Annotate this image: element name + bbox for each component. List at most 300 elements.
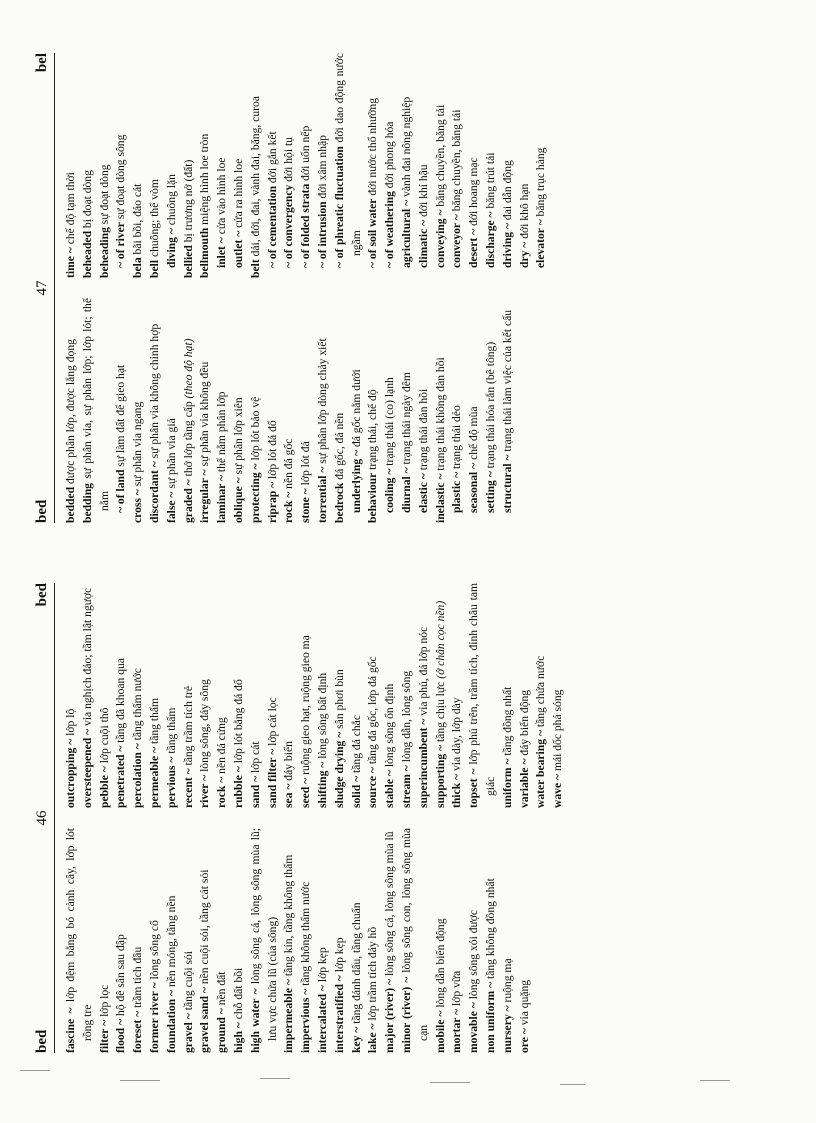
dictionary-entry <box>265 298 282 523</box>
dictionary-entry <box>265 583 282 808</box>
dictionary-entry <box>113 828 130 1053</box>
entry-headword: intercalated ~ <box>315 985 329 1053</box>
page-number: 47 <box>34 280 50 296</box>
entry-definition: tầng đá chắc <box>349 715 363 776</box>
dictionary-entry <box>500 298 517 523</box>
dictionary-entry <box>130 53 147 278</box>
entry-definition: vỉa phủ, đá lớp nóc <box>416 626 430 719</box>
entry-definition: trạng thái làm việc của kết cấu <box>500 309 514 455</box>
entry-headword: outcropping ~ <box>64 738 77 808</box>
entry-headword: time ~ <box>64 247 77 278</box>
column-2 <box>63 583 567 808</box>
entry-headword: foreset ~ <box>131 1010 145 1053</box>
dictionary-entry <box>63 828 97 1053</box>
dictionary-entry <box>517 828 534 1053</box>
entry-definition: trạng thái, chế độ <box>366 389 380 473</box>
entry-headword: ore ~ <box>517 1028 531 1053</box>
dictionary-entry <box>466 298 483 523</box>
entry-definition: lớp lót bảo vệ <box>248 396 262 464</box>
dictionary-entry <box>449 53 466 278</box>
entry-headword: ~ of river <box>114 222 128 268</box>
entry-definition: miệng hình loe tròn <box>198 133 212 228</box>
dictionary-entry <box>382 298 399 523</box>
entry-headword: cross ~ <box>131 489 145 523</box>
entry-definition: sự phân lớp dòng chảy xiết <box>315 338 329 467</box>
dictionary-entry <box>466 583 500 808</box>
entry-headword: dry ~ <box>517 241 531 268</box>
entry-definition: tầng thấm <box>147 697 161 747</box>
dictionary-entry <box>315 583 332 808</box>
entry-definition: tầng chịu lực <box>433 678 447 745</box>
entry-definition: bị trương nở (đất) <box>181 159 195 246</box>
entry-definition: vành đai nông nghiệp <box>399 96 413 200</box>
dictionary-entry <box>248 828 282 1053</box>
entry-definition: nền móng, tầng nền <box>164 895 178 990</box>
entry-definition: thớ lớp tầng cấp <box>181 398 195 480</box>
dictionary-entry <box>130 828 147 1053</box>
dictionary-entry <box>382 53 399 278</box>
dictionary-entry <box>332 828 349 1053</box>
dictionary-entry <box>231 298 248 523</box>
entry-headword: setting ~ <box>483 471 497 513</box>
dictionary-entry <box>97 53 114 278</box>
entry-definition: sân phơi bùn <box>332 669 346 732</box>
entry-definition: hộ đê sân sau đập <box>114 934 128 1019</box>
scan-mark <box>120 1080 160 1081</box>
entry-headword: pebble ~ <box>97 766 111 808</box>
entry-headword: diurnal ~ <box>399 467 413 513</box>
dictionary-entry <box>365 53 382 278</box>
scan-mark <box>260 1078 290 1079</box>
entry-headword: ~ of land <box>114 469 128 513</box>
entry-headword: elevator ~ <box>534 219 548 268</box>
entry-headword: torrential ~ <box>315 466 329 523</box>
entry-definition: lòng sông xói được <box>467 909 481 1003</box>
dictionary-entry <box>399 298 416 523</box>
entry-headword: major (river) ~ <box>383 978 397 1053</box>
entry-headword: thick ~ <box>450 773 464 808</box>
dictionary-entry <box>416 298 433 523</box>
dictionary-entry <box>332 298 349 523</box>
entry-definition: lòng sông cả, lòng sông mùa lũ <box>383 831 397 979</box>
dictionary-entry <box>500 53 517 278</box>
header-right-guideword: bel <box>34 53 50 73</box>
entry-definition: lòng sông con, lòng sông mùa cạn <box>399 828 430 1041</box>
dictionary-entry <box>449 298 466 523</box>
entry-headword: gravel ~ <box>181 1013 195 1053</box>
entry-definition: băng chuyền, băng tải <box>450 109 464 215</box>
dictionary-entry <box>181 828 198 1053</box>
dictionary-entry <box>466 53 483 278</box>
entry-headword: stone ~ <box>299 488 313 523</box>
entry-headword: key ~ <box>349 1026 363 1053</box>
entry-definition: tầng đánh dấu, tầng chuẩn <box>349 902 363 1027</box>
dictionary-entry <box>97 583 114 808</box>
dictionary-entry <box>281 583 298 808</box>
entry-definition: tầng đồng nhất <box>500 686 514 759</box>
entry-definition: tầng kín, tầng không thấm <box>282 854 296 980</box>
entry-headword: flood ~ <box>114 1018 128 1053</box>
entry-definition: trạng thái không đàn hồi <box>433 357 447 474</box>
entry-headword: outlet ~ <box>231 230 245 268</box>
entry-definition: lớp lọc <box>97 984 111 1020</box>
dictionary-entry <box>298 583 315 808</box>
entry-headword: ~ of weathering <box>383 191 397 268</box>
entry-definition: tầng thấm nước <box>131 668 145 744</box>
dictionary-entry <box>416 583 433 808</box>
dictionary-entry <box>399 828 433 1053</box>
dictionary-entry <box>281 298 298 523</box>
entry-headword: foundation ~ <box>164 989 178 1053</box>
entry-headword: protecting ~ <box>248 463 262 523</box>
entry-definition: lớp lộ <box>64 708 77 739</box>
entry-definition: được phân lớp, được lắng đọng <box>64 339 77 487</box>
dictionary-entry <box>500 583 517 808</box>
dictionary-entry <box>63 298 80 523</box>
dictionary-entry <box>449 828 466 1053</box>
dictionary-entry <box>483 53 500 278</box>
header-left-guideword: bed <box>34 499 50 523</box>
entry-definition: nền đá cứng <box>215 717 229 777</box>
entry-headword: behaviour <box>366 472 380 523</box>
entry-headword: percolation ~ <box>131 743 145 808</box>
entry-definition: đáy biến động <box>517 689 531 759</box>
entry-headword: oversteepened ~ <box>80 728 94 808</box>
entry-definition: nền cuội sỏi, tầng cát sỏi <box>198 869 212 988</box>
dictionary-entry <box>63 583 80 808</box>
entry-definition: lớp kẹp <box>315 947 329 986</box>
dictionary-entry <box>298 298 315 523</box>
entry-definition: đới dao động nước ngầm <box>332 53 363 256</box>
entry-definition: chế độ tạm thời <box>64 172 77 248</box>
entry-definition: sự đoạt dòng sông <box>114 134 128 223</box>
entry-columns <box>63 583 567 1053</box>
entry-definition: đáy biển <box>282 741 296 784</box>
entry-headword: sand ~ <box>248 775 262 808</box>
entry-headword: ~ of soil water <box>366 198 380 268</box>
entry-definition: cửa vào hình loe <box>215 157 229 238</box>
dictionary-entry <box>466 828 483 1053</box>
dictionary-entry <box>533 53 550 278</box>
entry-headword: belt <box>248 259 262 278</box>
entry-definition: chuông; thể vòm <box>147 179 161 260</box>
entry-headword: ground ~ <box>215 1008 229 1053</box>
entry-headword: ~ of convergency <box>282 184 296 268</box>
entry-headword: interstratified ~ <box>332 975 346 1053</box>
entry-definition: tầng không đồng nhất <box>483 878 497 982</box>
entry-headword: fascine ~ <box>64 1007 77 1053</box>
entry-note: (theo độ hạt) <box>181 338 195 399</box>
entry-headword: permeable ~ <box>147 746 161 808</box>
entry-headword: oblique ~ <box>231 477 245 523</box>
entry-definition: trạng thái hóa rắn (bê tông) <box>483 341 497 472</box>
entry-definition: tầng thấm <box>164 707 178 757</box>
entry-headword: penetrated ~ <box>114 745 128 808</box>
dictionary-entry <box>181 298 198 523</box>
entry-headword: nursery ~ <box>500 1005 514 1053</box>
entry-headword: superincumbent ~ <box>416 718 430 808</box>
entry-headword: gravel sand ~ <box>198 987 212 1053</box>
entry-headword: high water ~ <box>248 988 262 1053</box>
entry-definition: sự phân vỉa ngang <box>131 401 145 490</box>
entry-headword: stable ~ <box>383 770 397 808</box>
dictionary-entry <box>147 828 164 1053</box>
entry-headword: diving ~ <box>164 228 178 268</box>
dictionary-entry <box>349 583 366 808</box>
dictionary-entry <box>248 53 265 278</box>
entry-definition: lớp lót bằng đá đổ <box>231 679 245 767</box>
entry-definition: sự phân vỉa, sự phân lớp; lớp lót; thế nằm <box>80 298 111 511</box>
entry-headword: ~ of folded strata <box>299 183 313 268</box>
entry-definition: nền đất <box>215 971 229 1009</box>
entry-definition: dải, đới, đai, vành đai, băng, curoa <box>248 96 262 260</box>
entry-headword: lake ~ <box>366 1023 380 1053</box>
entry-headword: sea ~ <box>282 783 296 808</box>
entry-definition: đá gốc, đá nền <box>332 412 346 483</box>
dictionary-entry <box>63 53 80 278</box>
entry-headword: seed ~ <box>299 777 313 808</box>
entry-headword: bellmouth <box>198 227 212 278</box>
entry-definition: tầng không thấm nước <box>299 881 313 989</box>
entry-headword: elastic ~ <box>416 473 430 513</box>
dictionary-entry <box>97 828 114 1053</box>
entry-headword: inlet ~ <box>215 237 229 268</box>
entry-definition: chuông lặn <box>164 174 178 229</box>
entry-headword: beheading <box>97 227 111 278</box>
dictionary-entry <box>365 583 382 808</box>
entry-headword: high ~ <box>231 1022 245 1053</box>
binding-marks <box>0 1040 816 1100</box>
entry-definition: đới uốn nếp <box>299 125 313 184</box>
entry-definition: ruộng mạ <box>500 958 514 1006</box>
entry-headword: bellied <box>181 245 195 278</box>
dictionary-entry <box>517 583 534 808</box>
dictionary-entry <box>298 828 315 1053</box>
page-number: 46 <box>34 810 50 826</box>
page-47 <box>28 53 798 523</box>
entry-headword: stream ~ <box>399 765 413 808</box>
entry-headword: bela <box>131 257 145 278</box>
entry-definition: sự phân lớp xiên <box>231 397 245 478</box>
entry-definition: bãi bồi, đảo cát <box>131 183 145 258</box>
entry-definition: đới hoang mạc <box>467 157 481 229</box>
entry-headword: climatic ~ <box>416 219 430 268</box>
dictionary-entry <box>113 583 130 808</box>
entry-definition: lòng sông ổn định <box>383 683 397 771</box>
entry-definition: lòng sông bất định <box>315 672 329 762</box>
entry-headword: minor (river) ~ <box>399 976 413 1053</box>
dictionary-entry <box>113 53 130 278</box>
dictionary-entry <box>197 53 214 278</box>
entry-definition: lòng sông, đáy sông <box>198 679 212 775</box>
dictionary-entry <box>248 298 265 523</box>
dictionary-entry <box>365 828 382 1053</box>
dictionary-entry <box>433 828 450 1053</box>
dictionary-entry <box>517 53 534 278</box>
dictionary-entry <box>332 583 349 808</box>
entry-definition: đới khí hậu <box>416 164 430 220</box>
entry-headword: seasonal ~ <box>467 462 481 513</box>
entry-headword: ~ of cementation <box>265 185 279 268</box>
entry-headword: mobile ~ <box>433 1010 447 1053</box>
entry-definition: trầm tích đầu <box>131 946 145 1011</box>
dictionary-entry <box>399 583 416 808</box>
entry-definition: lớp lót đá <box>299 441 313 489</box>
entry-headword: inelastic ~ <box>433 473 447 523</box>
dictionary-entry <box>382 583 399 808</box>
entry-definition: tầng đá gốc, lớp đá gốc <box>366 656 380 768</box>
dictionary-entry <box>231 583 248 808</box>
entry-headword: structural ~ <box>500 454 514 513</box>
dictionary-entry <box>181 583 198 808</box>
entry-definition: băng trút tải <box>483 152 497 212</box>
entry-definition: thế nằm phân lớp <box>215 391 229 475</box>
dictionary-entry <box>214 583 231 808</box>
entry-headword: river ~ <box>198 774 212 808</box>
entry-headword: pervious ~ <box>164 756 178 808</box>
dictionary-entry <box>197 298 214 523</box>
entry-definition: chế độ mùa <box>467 406 481 463</box>
entry-headword: beheaded <box>80 230 94 278</box>
scan-mark <box>20 1070 50 1071</box>
dictionary-entry <box>164 828 181 1053</box>
entry-headword: false ~ <box>164 491 178 523</box>
entry-headword: bedded <box>64 486 77 523</box>
entry-definition: sự làm đất để gieo hạt <box>114 364 128 470</box>
entry-definition: lớp cát <box>248 741 262 776</box>
entry-definition: tầng cuội sỏi <box>181 951 195 1014</box>
dictionary-entry <box>433 53 450 278</box>
dictionary-entry <box>332 53 366 278</box>
dictionary-entry <box>214 298 231 523</box>
entry-definition: đai dẫn động <box>500 160 514 223</box>
dictionary-entry <box>147 583 164 808</box>
entry-headword: underlying ~ <box>349 449 363 513</box>
entry-headword: desert ~ <box>467 228 481 268</box>
entry-definition: sự phân vỉa không chỉnh hợp <box>147 323 161 462</box>
dictionary-entry <box>550 583 567 808</box>
entry-definition: ruộng gieo hạt, ruộng gieo mạ <box>299 635 313 778</box>
dictionary-entry <box>298 53 315 278</box>
entry-definition: đới hội tụ <box>282 137 296 185</box>
entry-headword: movable ~ <box>467 1002 481 1053</box>
entry-definition: lớp phủ trên, trầm tích, đỉnh châu tam giác <box>467 583 497 796</box>
entry-headword: uniform ~ <box>500 758 514 808</box>
entry-definition: trạng thái (co) lạnh <box>383 377 397 469</box>
entry-headword: rock ~ <box>282 491 296 523</box>
entry-headword: discharge ~ <box>483 211 497 268</box>
entry-definition: trạng thái đàn hồi <box>416 388 430 474</box>
dictionary-entry <box>164 583 181 808</box>
entry-definition: lớp kẹp <box>332 937 346 976</box>
entry-headword: sludge drying ~ <box>332 731 346 808</box>
entry-definition: đới nước thổ nhưỡng <box>366 98 380 199</box>
entry-definition: đới khô hạn <box>517 183 531 242</box>
entry-headword: irregular ~ <box>198 469 212 523</box>
entry-definition: băng chuyền, băng tải <box>433 104 447 210</box>
entry-definition: đới phong hóa <box>383 121 397 192</box>
page-46 <box>28 583 798 1053</box>
dictionary-entry <box>231 828 248 1053</box>
entry-note: (ở chân cọc nền) <box>433 600 447 679</box>
dictionary-entry <box>214 53 231 278</box>
entry-definition: đới xâm nhập <box>315 135 329 202</box>
entry-headword: graded ~ <box>181 479 195 523</box>
dictionary-entry <box>449 583 466 808</box>
entry-definition: vỉa quặng <box>517 979 531 1029</box>
header-left-guideword: bed <box>34 1029 50 1053</box>
entry-definition: trạng thái dẻo <box>450 405 464 472</box>
entry-headword: topset ~ <box>467 768 481 808</box>
entry-headword: bedrock <box>332 482 346 523</box>
entry-headword: non uniform ~ <box>483 981 497 1053</box>
scan-mark <box>430 1082 470 1083</box>
dictionary-entry <box>349 298 366 523</box>
entry-definition: lớp cuội thô <box>97 707 111 767</box>
entry-definition: cửa ra hình loe <box>231 158 245 231</box>
entry-headword: cooling ~ <box>383 468 397 513</box>
entry-definition: lòng sông cổ <box>147 920 161 983</box>
dictionary-entry <box>164 53 181 278</box>
dictionary-entry <box>181 53 198 278</box>
entry-definition: lớp cát lọc <box>265 697 279 749</box>
entry-headword: riprap ~ <box>265 481 279 523</box>
entry-definition: lớp trầm tích đáy hồ <box>366 926 380 1024</box>
entry-definition: lòng dẫn, lòng sông <box>399 670 413 766</box>
entry-headword: solid ~ <box>349 775 363 808</box>
page-header <box>28 583 55 1053</box>
entry-headword: laminar ~ <box>215 474 229 523</box>
entry-definition: lớp lót đá đổ <box>265 420 279 482</box>
dictionary-entry <box>416 53 433 278</box>
entry-headword: conveying ~ <box>433 209 447 268</box>
entry-definition: sự đoạt dòng <box>97 164 111 228</box>
dictionary-entry <box>533 583 550 808</box>
entry-definition: sự phân vỉa giả <box>164 418 178 492</box>
dictionary-entry <box>433 583 450 808</box>
dictionary-entry <box>281 53 298 278</box>
page-header <box>28 53 55 523</box>
entry-headword: water bearing ~ <box>534 730 548 808</box>
entry-headword: shifting ~ <box>315 761 329 808</box>
dictionary-entry <box>197 828 214 1053</box>
entry-definition: tầng chứa nước <box>534 655 548 731</box>
dictionary-entry <box>80 53 97 278</box>
entry-headword: driving ~ <box>500 222 514 268</box>
entry-headword: mortar ~ <box>450 1008 464 1053</box>
dictionary-entry <box>130 298 147 523</box>
entry-definition: chỗ đất bồi <box>231 967 245 1023</box>
dictionary-entry <box>315 298 332 523</box>
dictionary-entry <box>248 583 265 808</box>
entry-definition: vỉa nghịch đảo; tầm lật ngược <box>80 587 94 729</box>
dictionary-entry <box>281 828 298 1053</box>
entry-headword: agricultural ~ <box>399 199 413 268</box>
entry-definition: sự phân vỉa không đều <box>198 361 212 470</box>
dictionary-entry <box>483 298 500 523</box>
entry-headword: bedding <box>80 483 94 523</box>
entry-definition: tầng trầm tích trẻ <box>181 685 195 769</box>
entry-definition: lớp đệm bằng bó cành cây, lớp lót rồng tre <box>64 827 94 1041</box>
dictionary-entry <box>500 828 517 1053</box>
entry-headword: variable ~ <box>517 758 531 808</box>
dictionary-entry <box>349 828 366 1053</box>
entry-headword: recent ~ <box>181 768 195 808</box>
dictionary-entry <box>147 53 164 278</box>
dictionary-entry <box>231 53 248 278</box>
entry-headword: plastic ~ <box>450 471 464 513</box>
entry-definition: nền đá gốc <box>282 438 296 492</box>
